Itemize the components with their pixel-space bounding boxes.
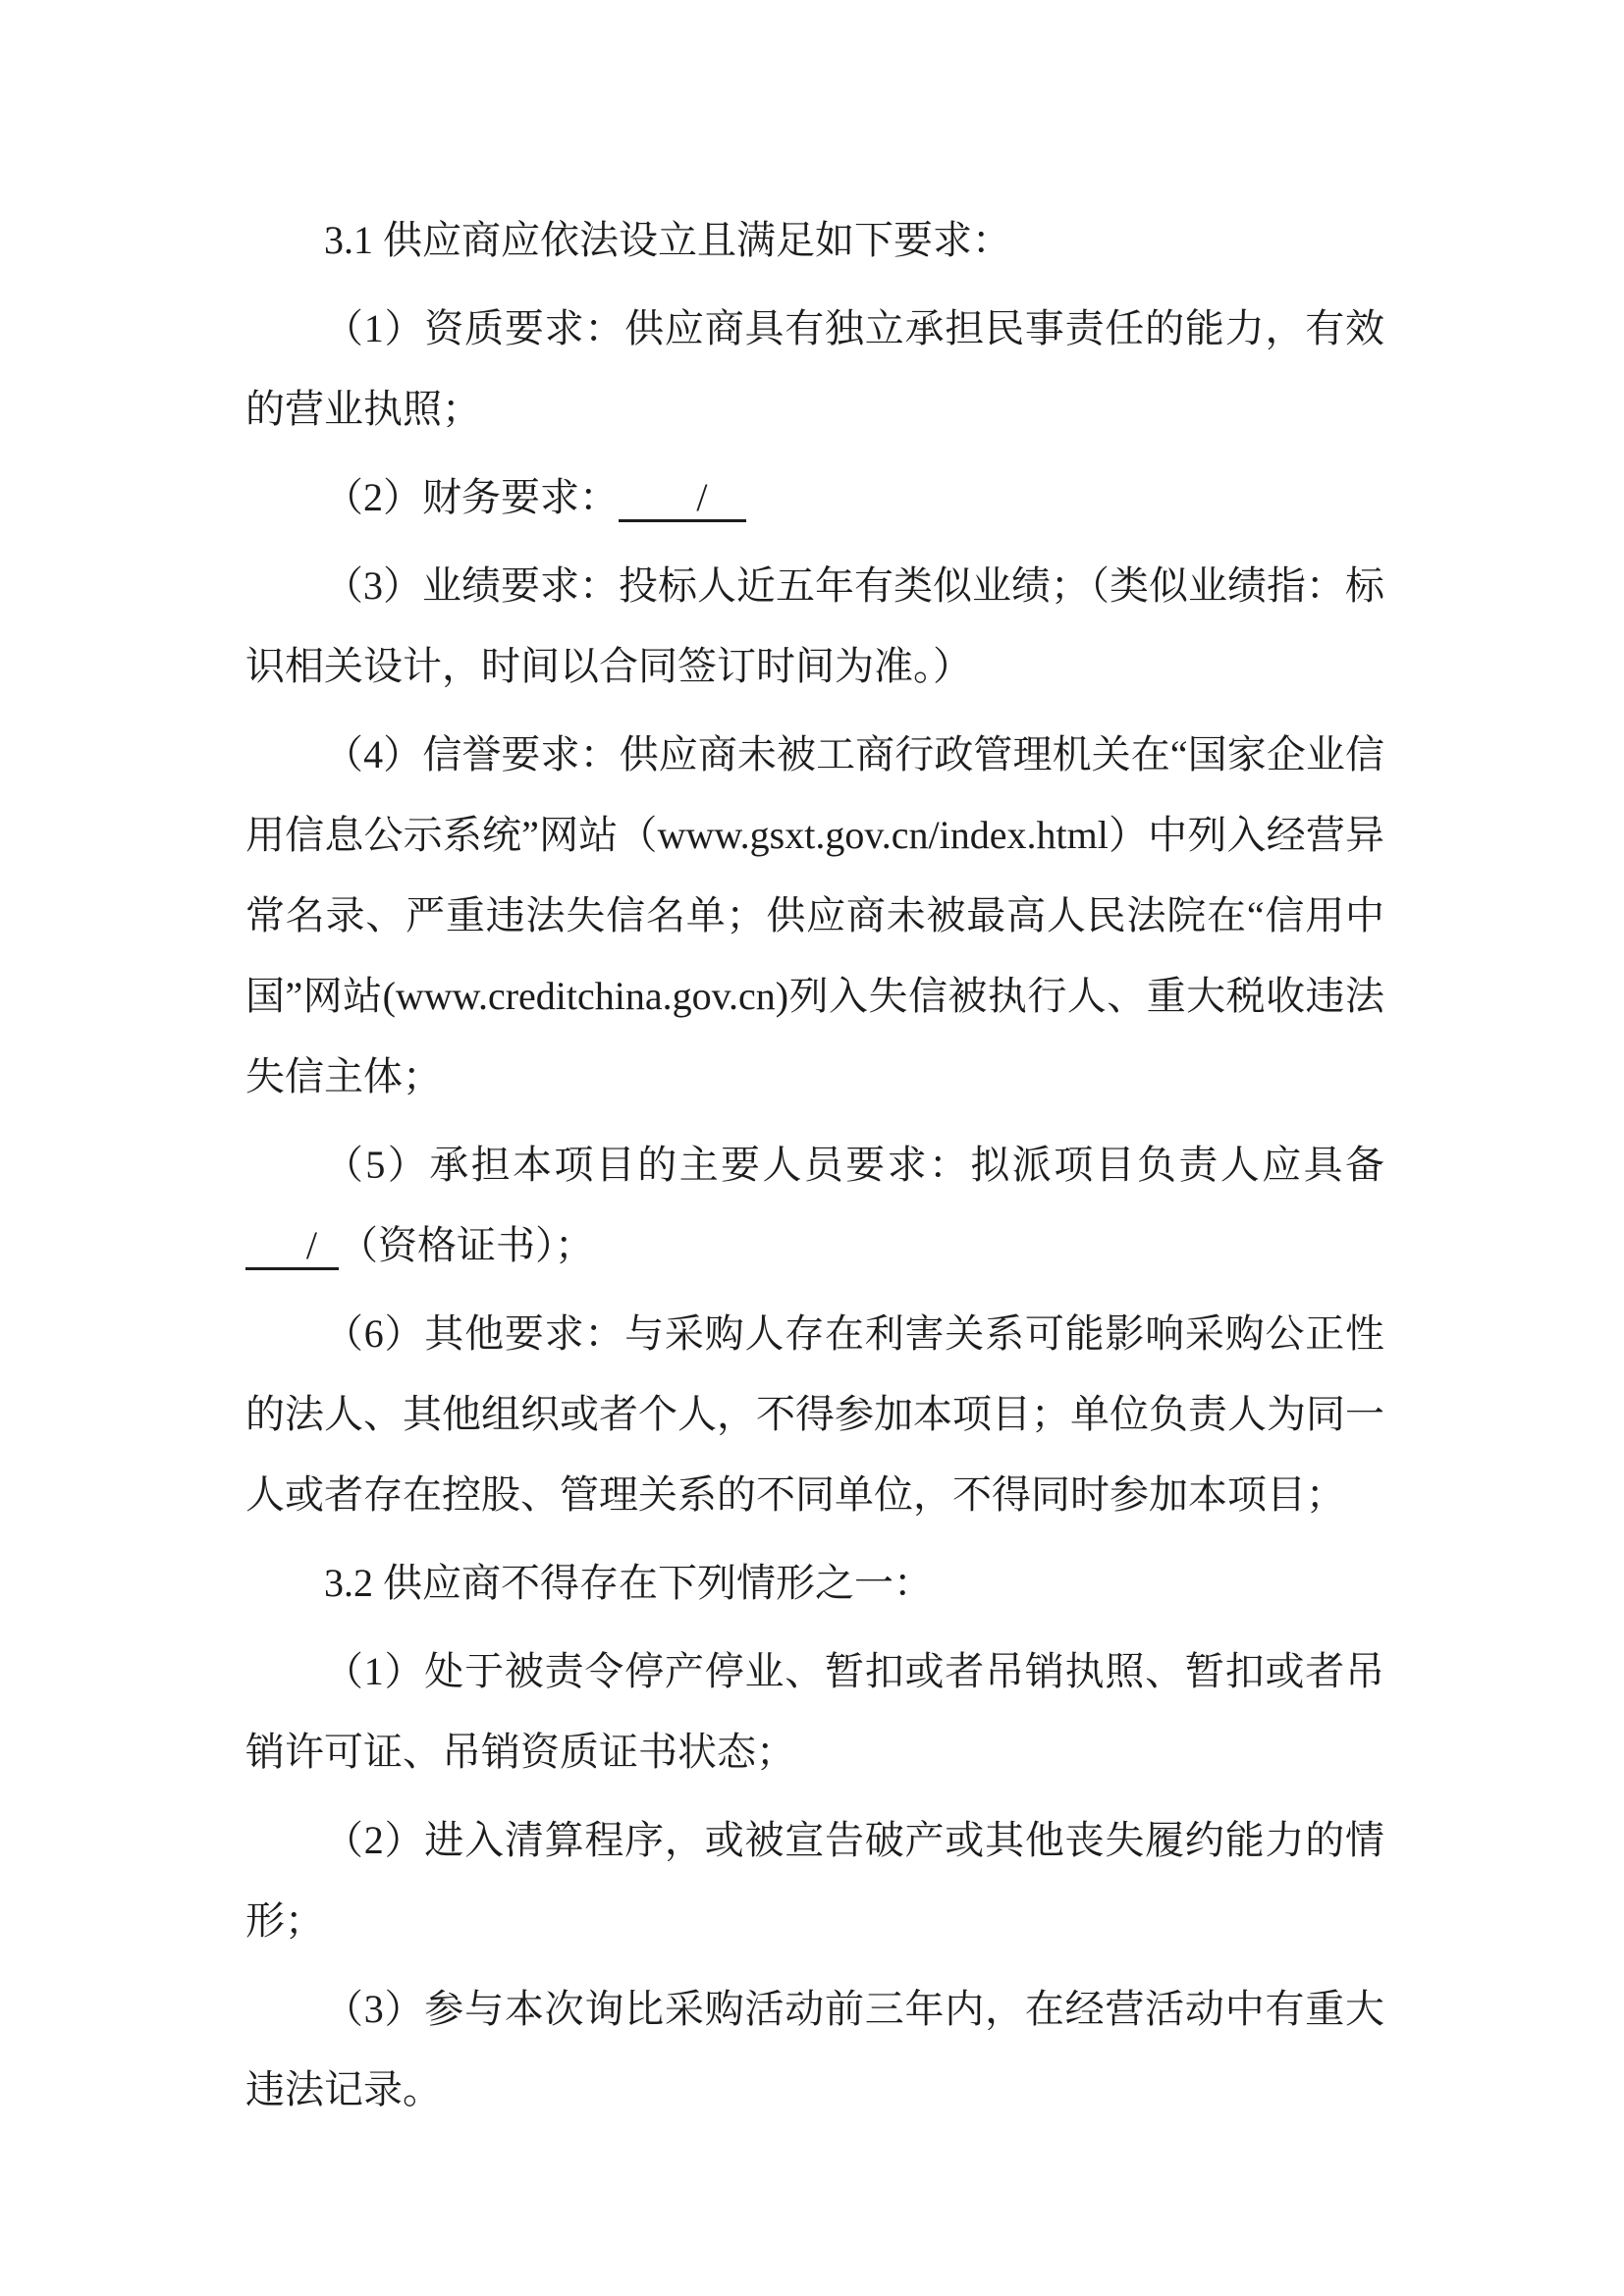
paragraph-item-6-other: [245, 1294, 1384, 1535]
item-3-text: （3）业绩要求：投标人近五年有类似业绩；（类似业绩指：标识相关设计，时间以合同签订时间为准。）: [245, 563, 1384, 688]
item-6-text: （6）其他要求：与采购人存在利害关系可能影响采购公正性的法人、其他组织或者个人，不得参加本项目；单位负责人为同一人或者存在控股、管理关系的不同单位，不得同时参加本项目；: [245, 1311, 1384, 1517]
paragraph-situation-1: [245, 1631, 1384, 1792]
clause-3-1-text: 3.1 供应商应依法设立且满足如下要求：: [324, 218, 1011, 262]
item-2-label-text: （2）财务要求：: [324, 475, 619, 519]
paragraph-situation-2: [245, 1800, 1384, 1961]
item-1-text: （1）资质要求：供应商具有独立承担民事责任的能力，有效的营业执照；: [245, 306, 1384, 431]
situation-1-text: （1）处于被责令停产停业、暂扣或者吊销执照、暂扣或者吊销许可证、吊销资质证书状态；: [245, 1649, 1384, 1774]
situation-3-text: （3）参与本次询比采购活动前三年内，在经营活动中有重大违法记录。: [245, 1987, 1384, 2111]
clause-3-2-text: 3.2 供应商不得存在下列情形之一：: [324, 1561, 933, 1605]
paragraph-item-2-financial: [245, 457, 1384, 538]
paragraph-item-5-key-personnel: [245, 1125, 1384, 1286]
item-5-tail-text: （资格证书）；: [339, 1223, 594, 1267]
situation-2-text: （2）进入清算程序，或被宣告破产或其他丧失履约能力的情形；: [245, 1818, 1384, 1943]
personnel-certificate-blank: /: [245, 1224, 339, 1270]
paragraph-item-4-reputation: [245, 715, 1384, 1117]
item-5-lead-text: （5）承担本项目的主要人员要求：拟派项目负责人应具备: [324, 1143, 1384, 1187]
document-body: [245, 200, 1384, 2130]
paragraph-item-3-performance: [245, 546, 1384, 707]
paragraph-clause-3-2: [245, 1543, 1384, 1624]
financial-requirement-blank: /: [619, 476, 746, 522]
paragraph-clause-3-1: [245, 200, 1384, 281]
paragraph-situation-3: [245, 1969, 1384, 2130]
item-4-text: （4）信誉要求：供应商未被工商行政管理机关在“国家企业信用信息公示系统”网站（www.gsxt.gov.cn/index.html）中列入经营异常名录、严重违法失信名单；供应商未被最高人民法院在“信用中国”网站(www.creditchina.gov.cn)列入失信被执行人、重大税收违法失信主体；: [245, 732, 1384, 1098]
paragraph-item-1-qualification: [245, 289, 1384, 450]
